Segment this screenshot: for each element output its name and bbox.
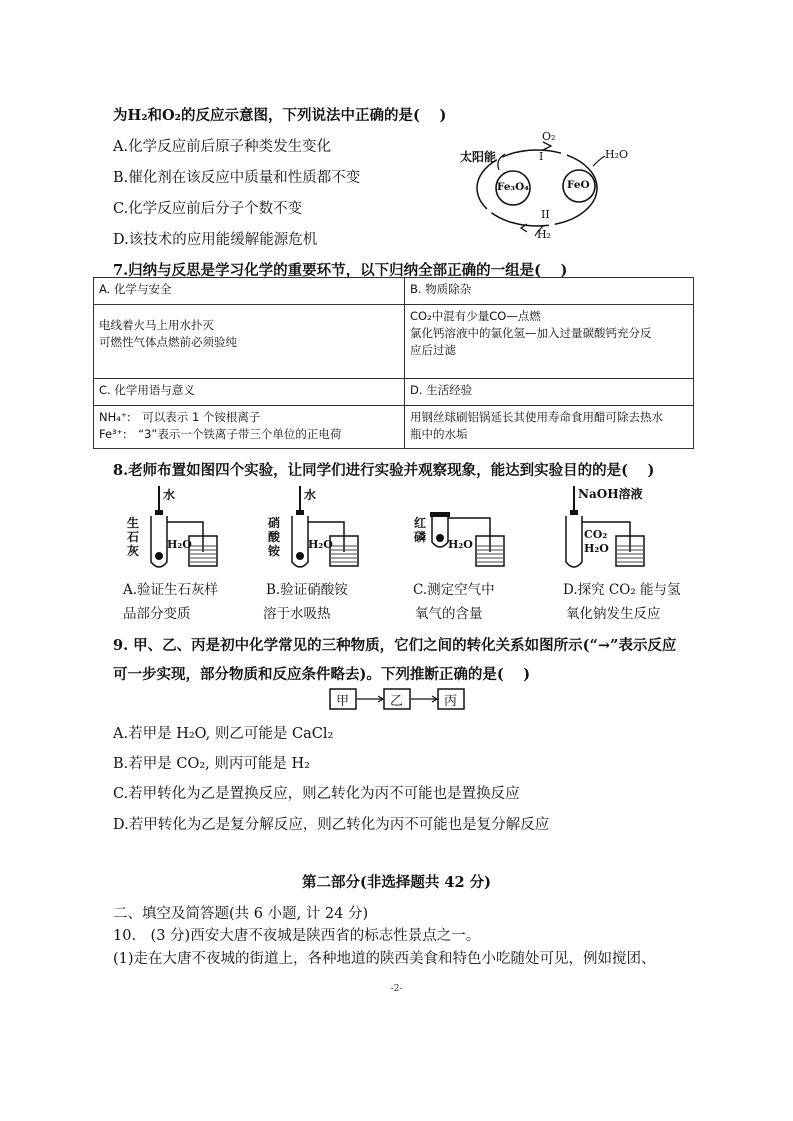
cell-b-body: [405, 305, 694, 379]
cell-a-line: 可燃性气体点燃前必须验纯: [99, 335, 237, 349]
q6-option-b: B.催化剂在该反应中质量和性质都不变: [113, 170, 361, 186]
experiment-b-caption-line: 溶于水吸热: [263, 606, 331, 622]
q6-stem: 为H₂和O₂的反应示意图，下列说法中正确的是( ): [113, 107, 447, 124]
cell-a-body: [94, 305, 405, 379]
h2-label: H₂: [537, 228, 552, 241]
q10-stem: 10. (3 分)西安大唐不夜城是陕西省的标志性景点之一。: [113, 928, 481, 944]
part2-section-heading: 二、填空及简答题(共 6 小题, 计 24 分): [113, 906, 369, 922]
q8-stem: 8.老师布置如图四个实验，让同学们进行实验并观察现象，能达到实验目的的是( ): [113, 462, 655, 479]
o2-label: O₂: [542, 130, 556, 143]
experiment-a-liquid-label: H₂O: [167, 538, 192, 551]
cell-c-line: Fe³⁺: “3”表示一个铁离子带三个单位的正电荷: [99, 427, 342, 441]
experiment-c-apparatus: [412, 482, 522, 574]
q9-option-d: D.若甲转化为乙是复分解反应，则乙转化为丙不可能也是复分解反应: [113, 817, 550, 833]
step-two-label: II: [541, 208, 550, 221]
fe3o4-node-label: Fe₃O₄: [497, 181, 529, 193]
experiment-a-apparatus: [125, 482, 235, 574]
solar-energy-label: 太阳能: [460, 150, 497, 164]
experiment-b-apparatus: [266, 482, 376, 574]
chain-node-yi: 乙: [390, 694, 404, 709]
cell-c-body: [94, 406, 405, 449]
experiment-b-liquid-label: H₂O: [308, 538, 333, 551]
experiment-d-caption-line: D.探究 CO₂ 能与氢: [563, 582, 681, 598]
q10-part1: (1)走在大唐不夜城的街道上，各种地道的陕西美食和特色小吃随处可见，例如搅团、: [113, 951, 656, 967]
q9-option-a: A.若甲是 H₂O, 则乙可能是 CaCl₂: [113, 726, 334, 742]
experiment-b-top-label: 水: [304, 488, 317, 502]
step-one-label: I: [539, 150, 544, 163]
cell-b-header: B. 物质除杂: [405, 278, 694, 305]
cell-b-line: 氯化钙溶液中的氯化氢—加入过量碳酸钙充分反: [410, 326, 652, 340]
experiment-d-caption-line: 氧化钠发生反应: [566, 606, 661, 622]
chain-node-jia: 甲: [336, 694, 350, 709]
experiment-a-side-label: 生石灰: [127, 516, 140, 558]
experiment-d-gas-label: CO₂: [584, 528, 608, 541]
experiment-b-caption-line: B.验证硝酸铵: [266, 582, 348, 598]
experiment-c-side-label: 红磷: [414, 516, 427, 544]
q6-option-d: D.该技术的应用能缓解能源危机: [113, 232, 318, 248]
cell-a-line: 电线着火马上用水扑灭: [99, 318, 214, 332]
experiment-a-caption-line: 品部分变质: [123, 606, 191, 622]
feo-node-label: FeO: [567, 179, 590, 191]
experiment-c-caption-line: 氧气的含量: [415, 606, 483, 622]
cell-d-line: 用钢丝球刷铝锅延长其使用寿命食用醋可除去热水: [410, 410, 663, 424]
part2-title: 第二部分(非选择题共 42 分): [302, 874, 491, 891]
cell-d-body: [405, 406, 694, 449]
h2o-label: H₂O: [605, 148, 629, 161]
cell-d-line: 瓶中的水垢: [410, 427, 468, 441]
experiment-a-top-label: 水: [163, 488, 176, 502]
q7-table: [93, 277, 694, 449]
cell-b-line: 应后过滤: [410, 343, 456, 357]
conversion-chain-diagram: [328, 686, 468, 712]
chain-node-bing: 丙: [444, 694, 458, 709]
experiment-a-caption-line: A.验证生石灰样: [123, 582, 219, 598]
cell-b-line: CO₂中混有少量CO—点燃: [410, 309, 541, 323]
experiment-d-apparatus: [560, 482, 690, 574]
experiment-d-liquid-label: H₂O: [584, 542, 609, 555]
cell-c-header: C. 化学用语与意义: [94, 379, 405, 406]
q9-option-c: C.若甲转化为乙是置换反应，则乙转化为丙不可能也是置换反应: [113, 786, 520, 802]
experiment-c-caption-line: C.测定空气中: [413, 582, 495, 598]
experiment-c-liquid-label: H₂O: [448, 538, 473, 551]
experiment-d-top-label: NaOH溶液: [578, 487, 643, 501]
q9-option-b: B.若甲是 CO₂, 则丙可能是 H₂: [113, 756, 310, 772]
q9-stem-line2: 可一步实现，部分物质和反应条件略去)。下列推断正确的是( ): [113, 666, 531, 683]
q6-option-a: A.化学反应前后原子种类发生变化: [113, 139, 332, 155]
cell-d-header: D. 生活经验: [405, 379, 694, 406]
q6-option-c: C.化学反应前后分子个数不变: [113, 201, 303, 217]
cell-a-header: A. 化学与安全: [94, 278, 405, 305]
q7-stem: 7.归纳与反思是学习化学的重要环节，以下归纳全部正确的一组是( ): [113, 262, 568, 279]
reaction-cycle-diagram: [455, 128, 655, 243]
cell-c-line: NH₄⁺: 可以表示 1 个铵根离子: [99, 410, 261, 424]
experiment-b-side-label: 硝酸铵: [268, 516, 281, 558]
page-number: -2-: [390, 984, 403, 994]
q9-stem-line1: 9. 甲、乙、丙是初中化学常见的三种物质，它们之间的转化关系如图所示(“→”表示反应: [113, 637, 677, 654]
